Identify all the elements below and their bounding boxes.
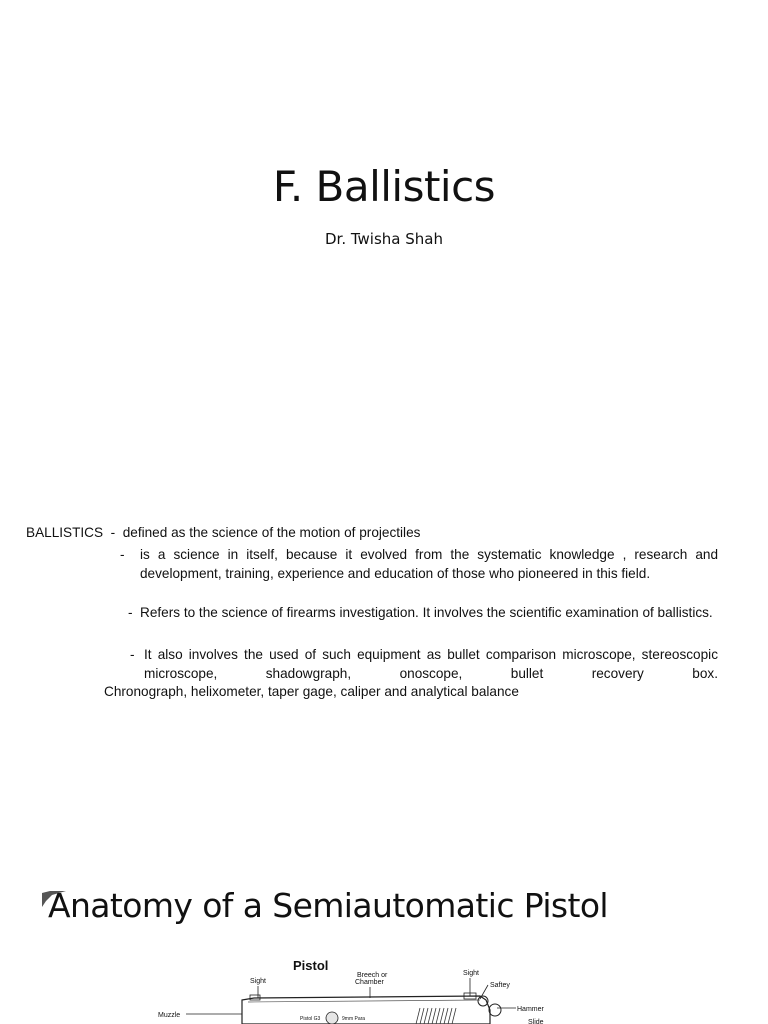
diagram-title: Pistol <box>293 958 329 973</box>
label-slide: Slide <box>528 1019 544 1024</box>
label-muzzle: Muzzle <box>158 1012 181 1019</box>
engraving-caliber: 9mm Para <box>342 1016 366 1022</box>
pistol-diagram <box>150 952 570 1024</box>
continuation-text: Chronograph, helixometer, taper gage, caliper and analytical balance <box>104 684 519 699</box>
dash: - <box>130 647 135 662</box>
label-hammer: Hammer <box>517 1006 544 1013</box>
dash: - <box>120 547 125 562</box>
term: BALLISTICS <box>26 525 104 540</box>
point-text: Refers to the science of firearms investigation. It involves the scientific examination of ballistics. <box>140 605 713 620</box>
label-safety: Saftey <box>490 982 510 989</box>
list-item <box>120 546 718 583</box>
label-sight-left: Sight <box>250 978 266 985</box>
slide-title: F. Ballistics <box>272 162 496 211</box>
point-text: is a science in itself, because it evolved from the systematic knowledge , research and development, training, experience and education of those who pioneered in this field. <box>140 547 718 581</box>
list-item <box>130 646 718 683</box>
label-chamber: Chamber <box>355 979 384 986</box>
point-text: It also involves the used of such equipment as bullet comparison microscope, stereoscopic microscope, shadowgraph, onoscope, bullet recovery box. <box>144 647 718 681</box>
label-breech: Breech or <box>357 972 388 979</box>
section-heading: Anatomy of a Semiautomatic Pistol <box>48 886 608 925</box>
label-sight-right: Sight <box>463 970 479 977</box>
engraving-model: Pistol G3 <box>300 1016 321 1022</box>
dash: - <box>128 605 133 620</box>
definition-text: defined as the science of the motion of projectiles <box>122 525 421 540</box>
list-item <box>128 604 718 623</box>
slide-author: Dr. Twisha Shah <box>324 230 443 248</box>
slide-serrations <box>416 1008 456 1024</box>
ballistics-definition: BALLISTICS - defined as the science of the motion of projectiles <box>26 525 421 540</box>
